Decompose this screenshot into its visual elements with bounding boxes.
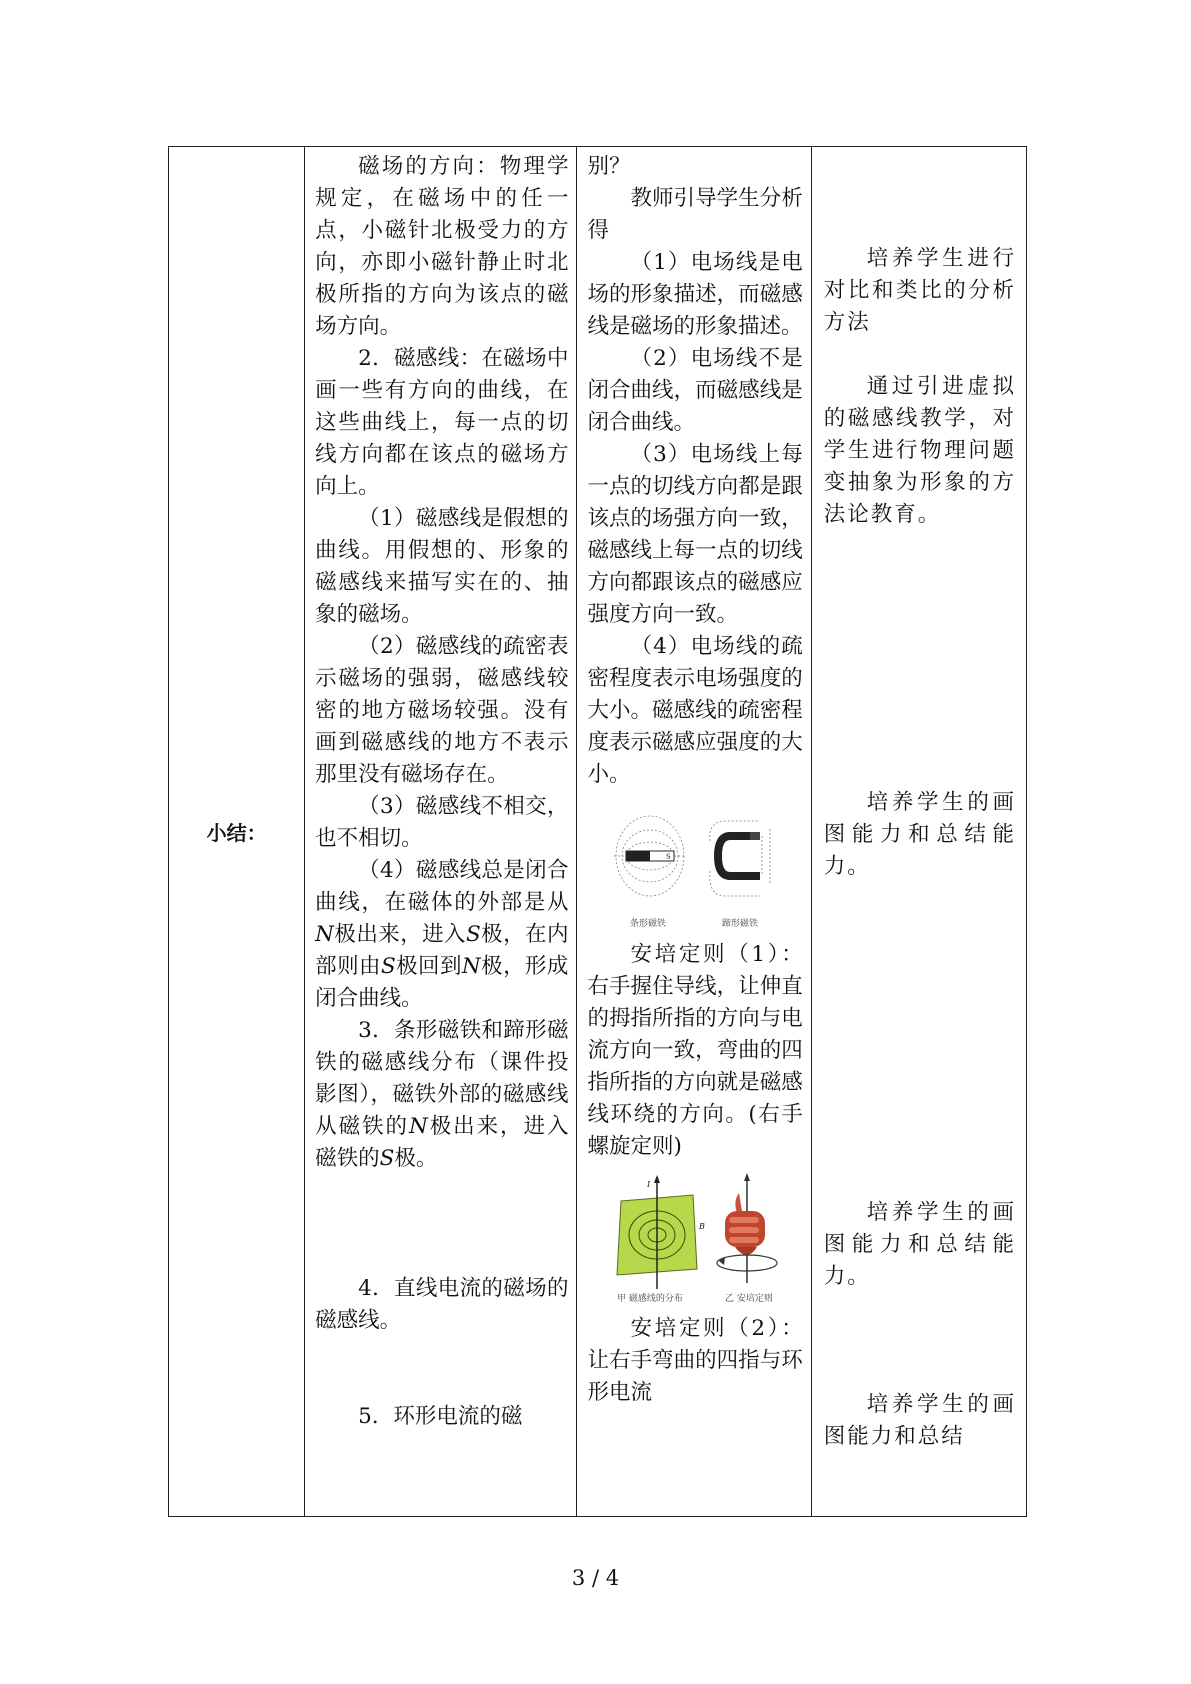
activity-p5: （3）电场线上每一点的切线方向都是跟该点的场强方向一致，磁感线上每一点的切线方向都跟该点的磁感应强度方向一致。 (587, 442, 803, 627)
content-p6-text-e: 极，形成闭合曲线。 (315, 954, 569, 1011)
straight-wire-field-figure (617, 1175, 705, 1289)
current-field-figure (607, 1173, 783, 1305)
right-hand-rule-figure (717, 1173, 777, 1283)
content-p8: 4．直线电流的磁场的磁感线。 (315, 1276, 569, 1333)
bar-magnet-field-figure (614, 816, 686, 896)
fig1-label-right: 蹄形磁铁 (722, 919, 759, 929)
row-label-cell (169, 147, 305, 1517)
pole-n: N (315, 922, 334, 947)
content-p2: 2．磁感线：在磁场中画一些有方向的曲线，在这些曲线上，每一点的切线方向都在该点的磁场方向上。 (315, 346, 569, 499)
fig2-field-label: B (699, 1222, 705, 1231)
content-p3: （1）磁感线是假想的曲线。用假想的、形象的磁感线来描写实在的、抽象的磁场。 (315, 506, 569, 627)
lesson-table (168, 146, 1027, 1517)
aim-1: 培养学生进行对比和类比的分析方法 (823, 246, 1016, 335)
fig2-label-left: 甲 磁感线的分布 (617, 1294, 683, 1304)
activity-p8: 安培定则（2）：让右手弯曲的四指与环形电流 (587, 1316, 803, 1405)
activity-p7: 安培定则（1）：右手握住导线，让伸直的拇指所指的方向与电流方向一致，弯曲的四指所指的方向就是磁感线环绕的方向。(右手螺旋定则) (587, 942, 803, 1159)
aim-3: 培养学生的画图能力和总结能力。 (823, 790, 1016, 879)
magnet-field-figure (610, 801, 780, 933)
activity-p2: 教师引导学生分析得 (587, 186, 803, 243)
content-p7-text-b: 极出来，进入磁铁的 (315, 1114, 569, 1171)
content-p7-text-c: 极。 (394, 1146, 438, 1171)
aim-2: 通过引进虚拟的磁感线教学，对学生进行物理问题变抽象为形象的方法论教育。 (823, 374, 1016, 527)
pole-s: S (465, 922, 481, 947)
fig2-label-right: 乙 安培定则 (725, 1294, 773, 1304)
row-label: 小结： (206, 821, 267, 845)
content-p9: 5．环形电流的磁 (358, 1404, 523, 1429)
fig1-label-left: 条形磁铁 (630, 919, 667, 929)
content-p6 (315, 855, 568, 1015)
content-p7-text-a: 3．条形磁铁和蹄形磁铁的磁感线分布（课件投影图），磁铁外部的磁感线从磁铁的 (315, 1018, 569, 1139)
content-p6-text-a: （4）磁感线总是闭合曲线，在磁体的外部是从 (315, 858, 569, 915)
page-number: 3 / 4 (571, 1566, 620, 1590)
activity-p4: （2）电场线不是闭合曲线，而磁感线是闭合曲线。 (587, 346, 803, 435)
content-p4: （2）磁感线的疏密表示磁场的强弱，磁感线较密的地方磁场较强。没有画到磁感线的地方不表示那里没有磁场存在。 (315, 634, 569, 787)
content-p1: 磁场的方向：物理学规定，在磁场中的任一点，小磁针北极受力的方向，亦即小磁针静止时北极所指的方向为该点的磁场方向。 (315, 154, 569, 339)
pole-n: N (461, 954, 481, 979)
content-p6-text-c: 极，在内部则由 (315, 922, 569, 979)
horseshoe-magnet-field-figure (710, 821, 770, 896)
activity-p3: （1）电场线是电场的形象描述，而磁感线是磁场的形象描述。 (587, 250, 803, 339)
content-p7 (315, 1015, 568, 1175)
content-p5: （3）磁感线不相交，也不相切。 (315, 794, 569, 851)
content-p6-text-b: 极出来，进入 (333, 922, 466, 947)
pole-s: S (380, 954, 396, 979)
activity-p1: 别？ (587, 154, 631, 179)
content-cell (305, 147, 577, 1517)
pole-n: N (408, 1114, 428, 1139)
svg-text:S: S (666, 853, 671, 861)
content-p6-text-d: 极回到 (395, 954, 462, 979)
fig2-current-label: I (647, 1180, 651, 1189)
summary-row (169, 147, 1027, 1517)
pole-s: S (379, 1146, 395, 1171)
activity-cell (577, 147, 811, 1517)
aims-cell (811, 147, 1026, 1517)
aim-4: 培养学生的画图能力和总结能力。 (823, 1200, 1016, 1289)
activity-p6: （4）电场线的疏密程度表示电场强度的大小。磁感线的疏密程度表示磁感应强度的大小。 (587, 634, 803, 787)
aim-5: 培养学生的画图能力和总结 (823, 1392, 1016, 1449)
